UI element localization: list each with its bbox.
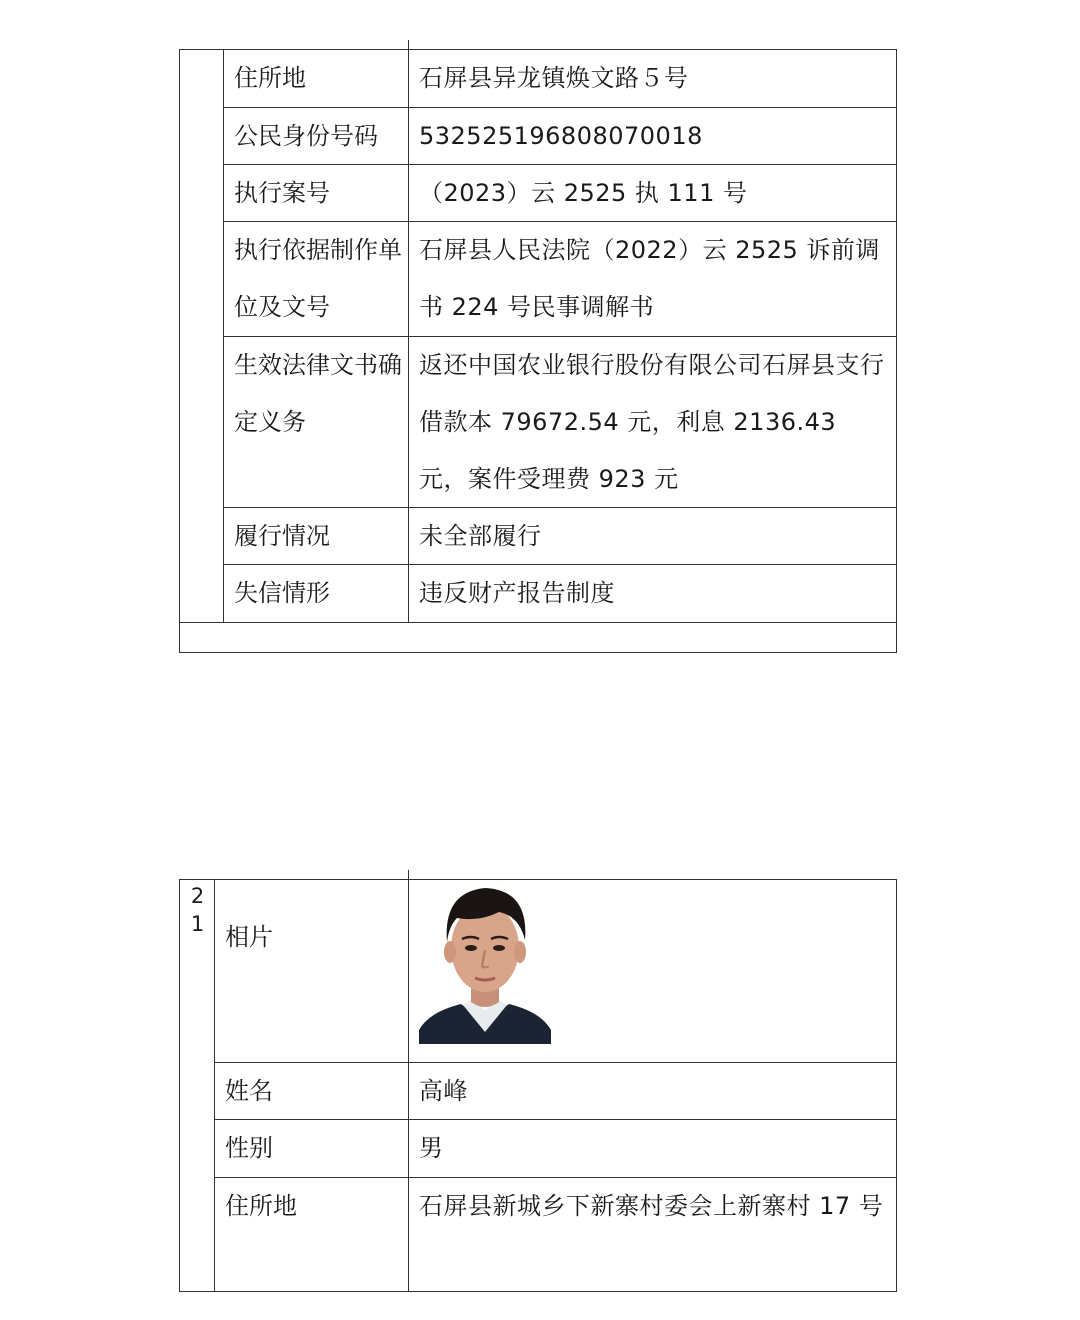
index-digit: 2 xyxy=(190,884,205,908)
row-value: 高峰 xyxy=(419,1077,468,1105)
row-label: 住所地 xyxy=(215,1168,409,1291)
index-column xyxy=(180,50,224,622)
row-label: 姓名 xyxy=(215,1053,409,1119)
row-label: 性别 xyxy=(215,1110,409,1177)
row-label: 执行依据制作单位及文号 xyxy=(224,212,409,336)
row-value: 男 xyxy=(419,1134,444,1162)
photo-cell xyxy=(409,880,896,1062)
row-value: （2023）云 2525 执 111 号 xyxy=(419,179,748,207)
record-table-previous xyxy=(179,49,897,653)
row-label: 生效法律文书确定义务 xyxy=(224,327,409,507)
index-digit: 1 xyxy=(190,912,205,936)
table-row xyxy=(224,337,896,508)
row-label: 住所地 xyxy=(224,40,409,107)
table-row xyxy=(215,1178,896,1291)
row-value: 532525196808070018 xyxy=(419,122,703,150)
table-row-photo xyxy=(215,880,896,1063)
row-value: 石屏县异龙镇焕文路５号 xyxy=(419,64,689,92)
row-label: 履行情况 xyxy=(224,498,409,564)
person-photo xyxy=(419,882,551,1044)
record-table-next xyxy=(179,879,897,1292)
row-label: 执行案号 xyxy=(224,155,409,221)
portrait-image xyxy=(419,882,551,1044)
row-value: 未全部履行 xyxy=(419,522,542,550)
blank-row xyxy=(180,622,896,652)
table-row xyxy=(224,565,896,622)
row-value: 石屏县新城乡下新寨村委会上新寨村 17 号 xyxy=(419,1192,884,1220)
index-column xyxy=(180,880,215,1291)
row-label: 失信情形 xyxy=(224,555,409,622)
row-value: 石屏县人民法院（2022）云 2525 诉前调书 224 号民事调解书 xyxy=(419,236,880,321)
table-row xyxy=(224,222,896,337)
row-value: 返还中国农业银行股份有限公司石屏县支行借款本 79672.54 元，利息 2136.43 元，案件受理费 923 元 xyxy=(419,351,885,493)
row-value: 违反财产报告制度 xyxy=(419,579,615,607)
row-label: 公民身份号码 xyxy=(224,98,409,164)
photo-label: 相片 xyxy=(215,870,409,1062)
